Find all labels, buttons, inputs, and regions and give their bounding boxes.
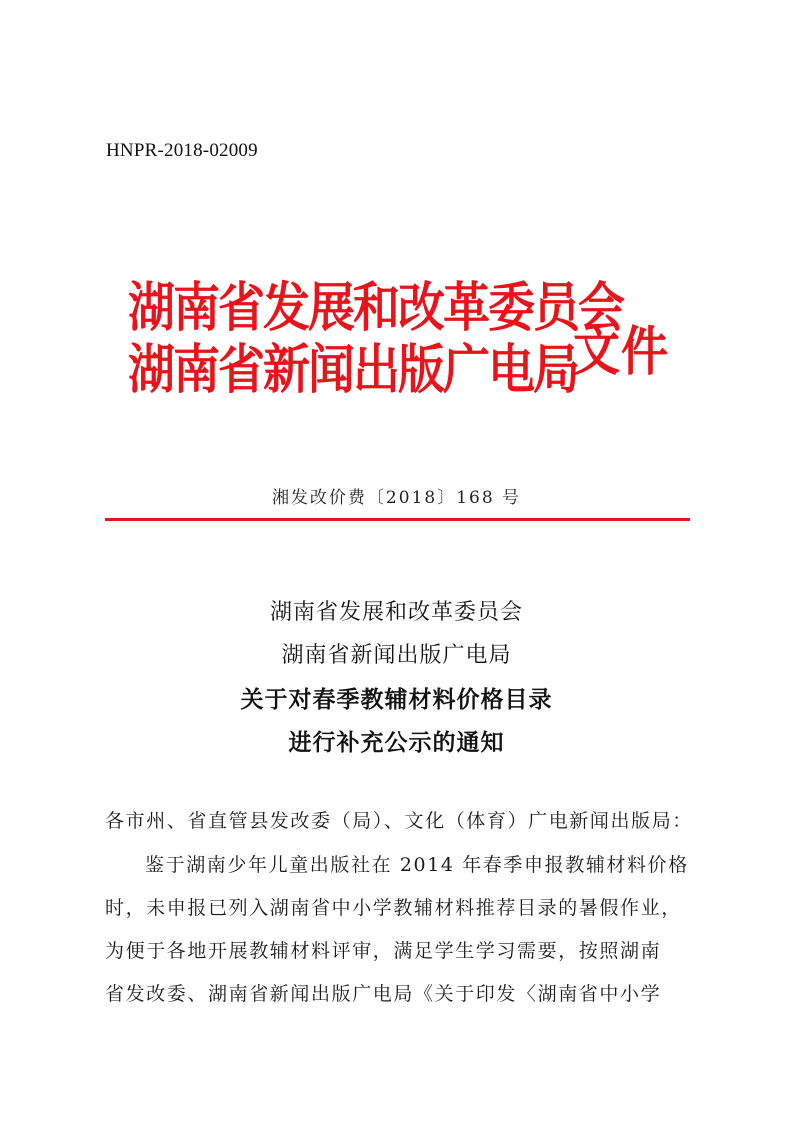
body-line: 鉴于湖南少年儿童出版社在 2014 年春季申报教辅材料价格 bbox=[145, 854, 689, 876]
header-issuer-line-1: 湖南省发展和改革委员会 bbox=[128, 277, 623, 339]
body-line: 时，未申报已列入湖南省中小学教辅材料推荐目录的暑假作业， bbox=[105, 897, 682, 919]
document-id: HNPR-2018-02009 bbox=[106, 140, 258, 161]
header-issuer-line-2: 湖南省新闻出版广电局 bbox=[128, 339, 578, 401]
body-line: 省发改委、湖南省新闻出版广电局《关于印发〈湖南省中小学 bbox=[105, 983, 662, 1005]
title-issuer-line-1: 湖南省发展和改革委员会 bbox=[269, 600, 523, 625]
title-subject-line-2: 进行补充公示的通知 bbox=[288, 730, 505, 756]
title-issuer-line-2: 湖南省新闻出版广电局 bbox=[281, 643, 512, 668]
addressee-line: 各市州、省直管县发改委（局）、文化（体育）广电新闻出版局： bbox=[105, 810, 693, 832]
document-number: 湘发改价费〔2018〕168 号 bbox=[271, 488, 522, 508]
red-header bbox=[128, 270, 688, 420]
red-separator-line bbox=[105, 518, 690, 521]
title-subject-line-1: 关于对春季教辅材料价格目录 bbox=[240, 687, 553, 713]
header-suffix: 文件 bbox=[573, 321, 669, 383]
body-line: 为便于各地开展教辅材料评审，满足学生学习需要，按照湖南 bbox=[105, 940, 662, 962]
